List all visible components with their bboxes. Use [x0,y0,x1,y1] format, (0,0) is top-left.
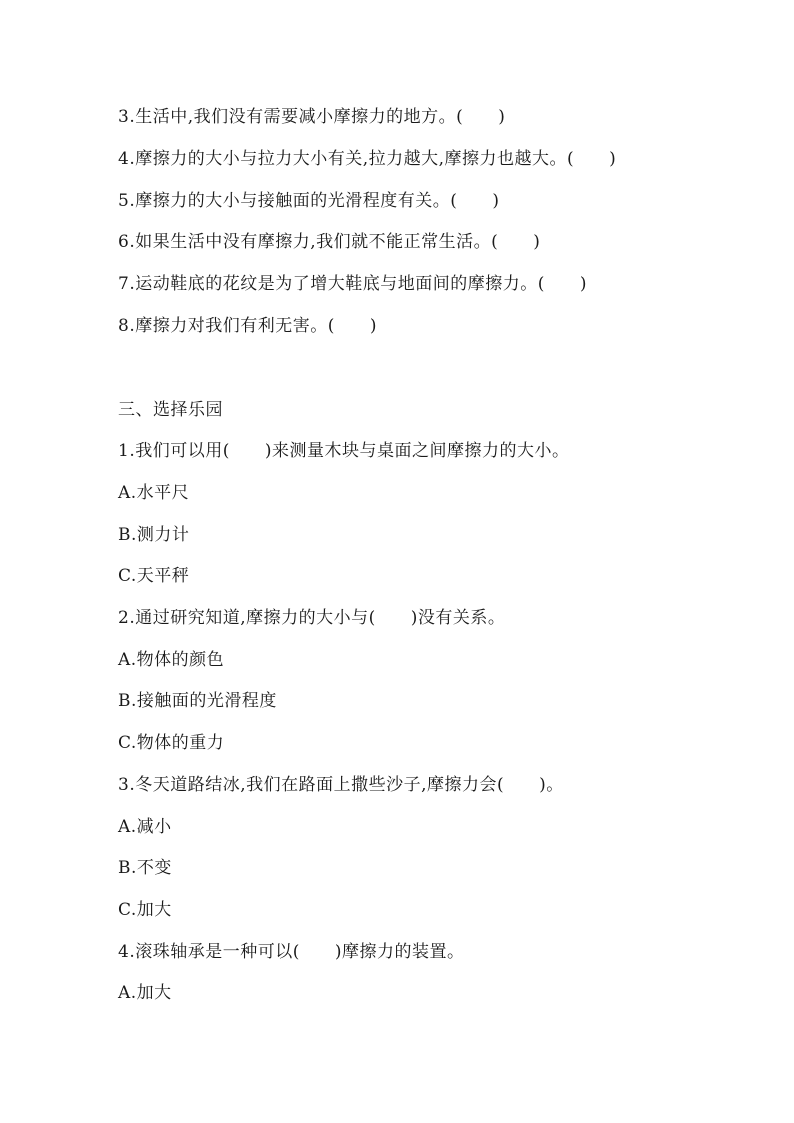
question-1-option-b: B.测力计 [118,525,190,545]
question-3-option-b: B.不变 [118,858,172,878]
judgement-item-3: 3.生活中,我们没有需要减小摩擦力的地方。( ) [118,107,506,127]
question-2-option-a: A.物体的颜色 [118,650,225,670]
section-heading-choice: 三、选择乐园 [118,400,223,420]
judgement-item-8: 8.摩擦力对我们有利无害。( ) [118,316,377,336]
question-2-option-b: B.接触面的光滑程度 [118,691,277,711]
question-1: 1.我们可以用( )来测量木块与桌面之间摩擦力的大小。 [118,441,570,461]
question-3-option-a: A.减小 [118,817,172,837]
question-4-option-a: A.加大 [118,983,172,1003]
question-3: 3.冬天道路结冰,我们在路面上撒些沙子,摩擦力会( )。 [118,775,564,795]
question-1-option-a: A.水平尺 [118,483,190,503]
question-1-option-c: C.天平秤 [118,566,190,586]
question-2: 2.通过研究知道,摩擦力的大小与( )没有关系。 [118,608,506,628]
question-4: 4.滚珠轴承是一种可以( )摩擦力的装置。 [118,942,465,962]
judgement-item-5: 5.摩擦力的大小与接触面的光滑程度有关。( ) [118,191,500,211]
judgement-item-6: 6.如果生活中没有摩擦力,我们就不能正常生活。( ) [118,232,541,252]
judgement-item-7: 7.运动鞋底的花纹是为了增大鞋底与地面间的摩擦力。( ) [118,274,587,294]
question-3-option-c: C.加大 [118,900,172,920]
judgement-item-4: 4.摩擦力的大小与拉力大小有关,拉力越大,摩擦力也越大。( ) [118,149,617,169]
question-2-option-c: C.物体的重力 [118,733,225,753]
